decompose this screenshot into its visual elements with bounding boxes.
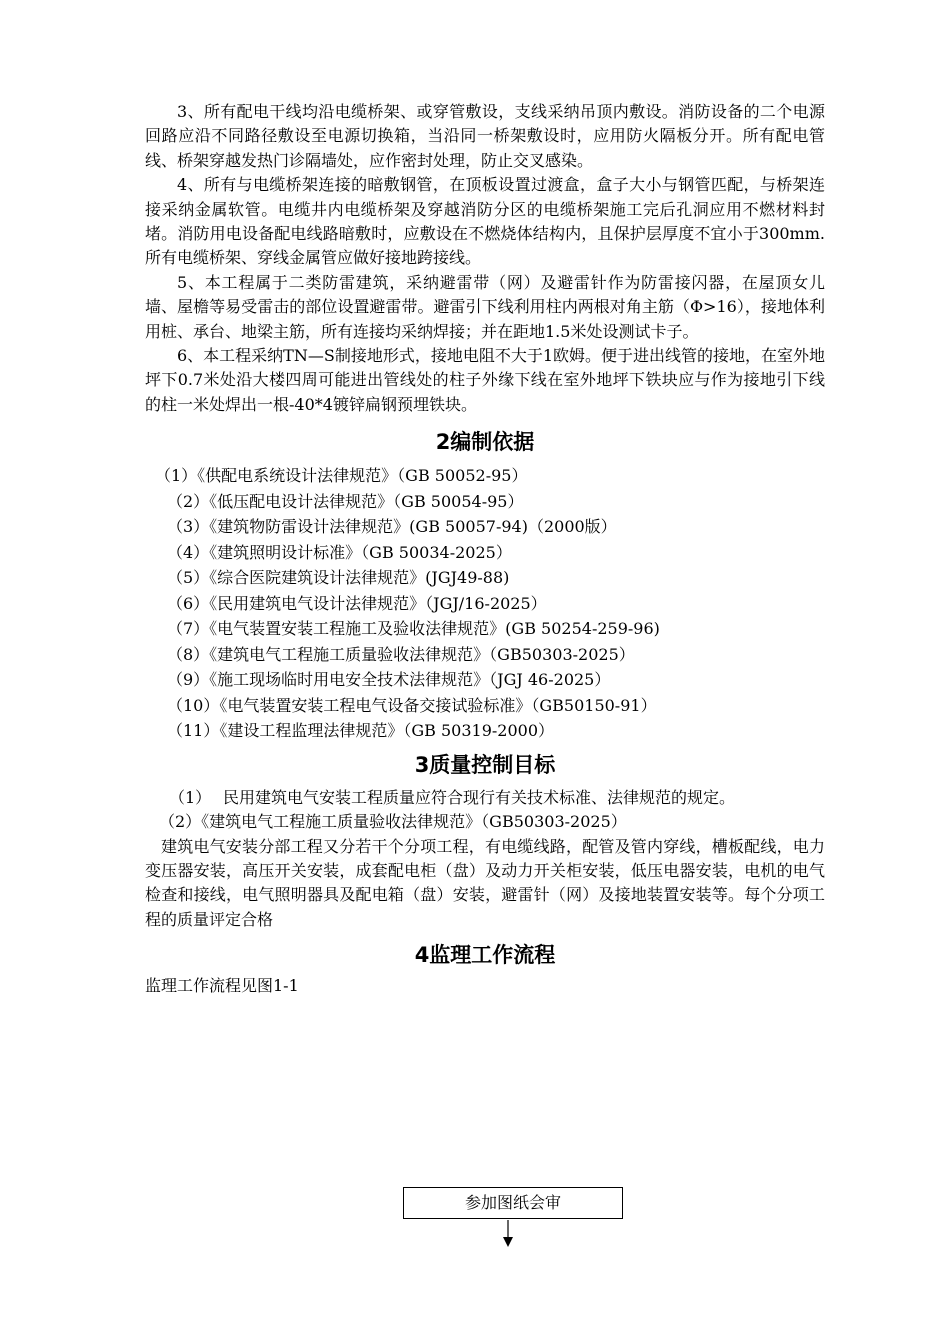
quality-item-1-number: （1）: [169, 787, 212, 807]
list-item: （5）《综合医院建筑设计法律规范》(JGJ49-88): [167, 568, 510, 588]
list-item: （2）《低压配电设计法律规范》（GB 50054-95）: [167, 491, 524, 511]
list-item: （3）《建筑物防雷设计法律规范》(GB 50057-94)（2000版）: [167, 517, 617, 537]
quality-item-1: [145, 786, 825, 810]
workflow-intro: 监理工作流程见图1-1: [145, 976, 299, 996]
arrow-down-icon: [502, 1220, 514, 1248]
section-heading-quality: 3质量控制目标: [414, 752, 556, 777]
list-item: （10）《电气装置安装工程电气设备交接试验标准》（GB50150-91）: [167, 695, 657, 715]
paragraph-5: 5、本工程属于二类防雷建筑，采纳避雷带（网）及避雷针作为防雷接闪器，在屋顶女儿墙、屋檐等易受雷击的部位设置避雷带。避雷引下线利用柱内两根对角主筋（Φ>16），接地体利用桩、承台、地梁主筋，所有连接均采纳焊接；并在距地1.5米处设测试卡子。: [145, 272, 825, 341]
list-item: （9）《施工现场临时用电安全技术法律规范》（JGJ 46-2025）: [167, 670, 611, 690]
quality-item-2: （2）《建筑电气工程施工质量验收法律规范》（GB50303-2025）: [159, 812, 627, 832]
quality-item-1-text: 民用建筑电气安装工程质量应符合现行有关技术标准、法律规范的规定。: [223, 787, 736, 807]
section-heading-basis: 2编制依据: [435, 430, 535, 455]
workflow-diagram: [403, 1187, 623, 1219]
list-item: （4）《建筑照明设计标准》（GB 50034-2025）: [167, 542, 512, 562]
list-item: （11）《建设工程监理法律规范》（GB 50319-2000）: [167, 721, 555, 741]
flow-step-box: 参加图纸会审: [403, 1187, 623, 1219]
paragraph-4: 4、所有与电缆桥架连接的暗敷钢管，在顶板设置过渡盒，盒子大小与钢管匹配，与桥架连接采纳金属软管。电缆井内电缆桥架及穿越消防分区的电缆桥架施工完后孔洞应用不燃材料封堵。消防用电设备配电线路暗敷时，应敷设在不燃烧体结构内，且保护层厚度不宜小于300mm. 所有电缆桥架、穿线金属管应做好接地跨接线。: [145, 175, 825, 268]
list-item: （1）《供配电系统设计法律规范》（GB 50052-95）: [155, 466, 528, 486]
document-page: [145, 100, 825, 999]
list-item: （7）《电气装置安装工程施工及验收法律规范》(GB 50254-259-96): [167, 619, 660, 639]
list-item: （6）《民用建筑电气设计法律规范》（JGJ/16-2025）: [167, 593, 547, 613]
paragraph-6: 6、本工程采纳TN—S制接地形式，接地电阻不大于1欧姆。便于进出线管的接地，在室外地坪下0.7米处沿大楼四周可能进出管线处的柱子外缘下线在室外地坪下铁块应与作为接地引下线的柱一米处焊出一根-40*4镀锌扁钢预埋铁块。: [145, 346, 825, 414]
section-heading-workflow: 4监理工作流程: [414, 943, 556, 968]
quality-paragraph: 建筑电气安装分部工程又分若干个分项工程，有电缆线路，配管及管内穿线，槽板配线，电力变压器安装，高压开关安装，成套配电柜（盘）及动力开关柜安装，低压电器安装，电机的电气检查和接线，电气照明器具及配电箱（盘）安装，避雷针（网）及接地装置安装等。每个分项工程的质量评定合格: [145, 836, 825, 929]
paragraph-3: 3、所有配电干线均沿电缆桥架、或穿管敷设，支线采纳吊顶内敷设。消防设备的二个电源回路应沿不同路径敷设至电源切换箱，当沿同一桥架敷设时，应用防火隔板分开。所有配电管线、桥架穿越发热门诊隔墙处，应作密封处理，防止交叉感染。: [145, 102, 825, 170]
reference-list: [145, 463, 825, 744]
list-item: （8）《建筑电气工程施工质量验收法律规范》（GB50303-2025）: [167, 644, 635, 664]
